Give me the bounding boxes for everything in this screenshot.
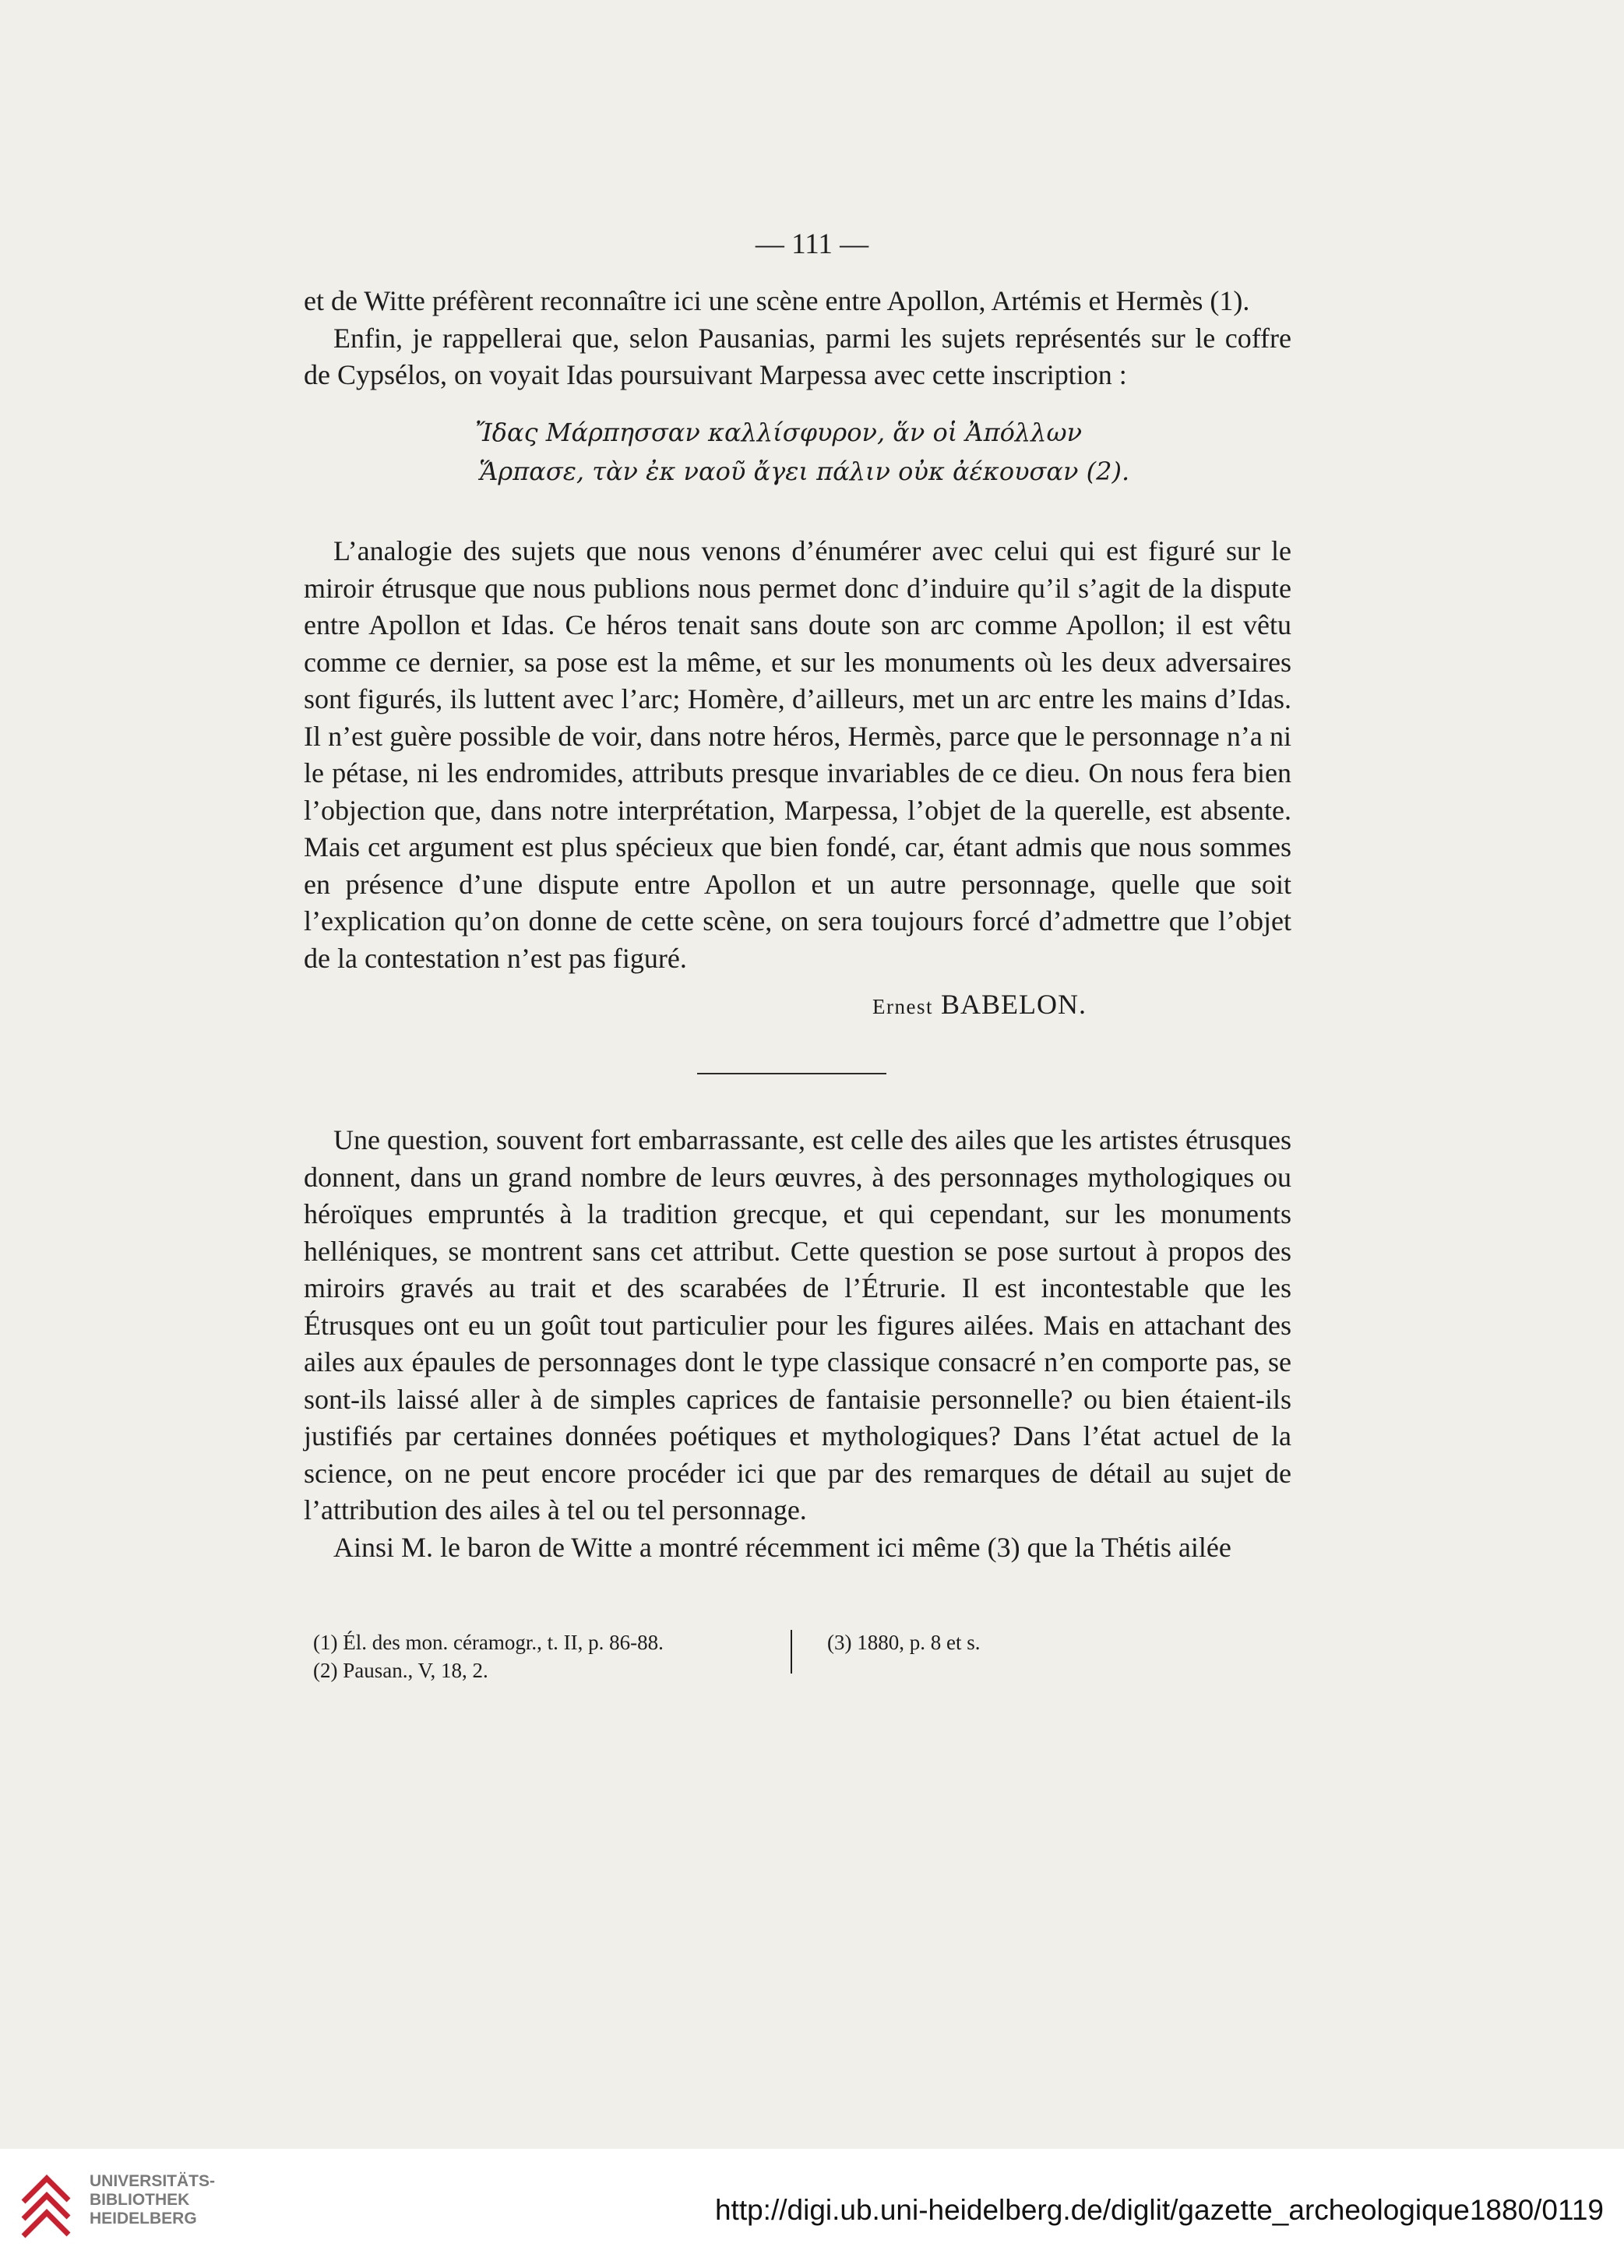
footnote-2: (2) Pausan., V, 18, 2. [313, 1659, 488, 1682]
paragraph-4-text: Ainsi M. le baron de Witte a montré récemment ici même (3) que la Thétis ailée [333, 1531, 1231, 1563]
library-name-line-3: HEIDELBERG [90, 2210, 197, 2227]
paragraph-1-body: Enfin, je rappellerai que, selon Pausanias, parmi les sujets représentés sur le coffre de Cypsélos, on voyait Idas poursuivant Marpessa avec cette inscription : [304, 322, 1291, 390]
paragraph-3-text: Une question, souvent fort embarrassante, est celle des ailes que les artistes étrusques donnent, dans un grand nombre de leurs œuvres, à des personnages mythologiques ou héroïques empruntés à la tradition grecque, et qui cependant, sur les monuments helléniques, se montrent sans cet attribut. Cette question se pose surtout à propos des miroirs gravés au trait et des scarabées de l’Étrurie. Il est incontestable que les Étrusques ont eu un goût tout particulier pour les figures ailées. Mais en attachant des ailes aux épaules de personnages dont le type classique consacré n’en comporte pas, se sont-ils laissé aller à de simples caprices de fantaisie personnelle? ou bien étaient-ils justifiés par certaines données poétiques et mythologiques? Dans l’état actuel de la science, on ne peut encore procéder ici que par des remarques de détail au sujet de l’attribution des ailes à tel ou tel personnage. [304, 1124, 1291, 1526]
library-name [90, 2172, 215, 2228]
greek-verse-line-1: Ἴδας Μάρπησσαν καλλίσφυρον, ἅν οἱ Ἀπόλλων [475, 418, 1083, 447]
signature [872, 988, 1087, 1021]
paragraph-1-line-1: et de Witte préfèrent reconnaître ici une scène entre Apollon, Artémis et Hermès (1). [304, 285, 1250, 316]
library-logo-icon [17, 2163, 75, 2250]
signature-first-name: Ernest [872, 995, 933, 1018]
library-name-line-1: UNIVERSITÄTS- [90, 2172, 216, 2190]
paragraph-3 [304, 1122, 1291, 1566]
footnote-column-divider [791, 1630, 792, 1674]
paragraph-2-text: L’analogie des sujets que nous venons d’énumérer avec celui qui est figuré sur le miroir étrusque que nous publions nous permet donc d’induire qu’il s’agit de la dispute entre Apollon et Idas. Ce héros tenait sans doute son arc comme Apollon; il est vêtu comme ce dernier, sa pose est la même, et sur les monuments où les deux adversaires sont figurés, ils luttent avec l’arc; Homère, d’ailleurs, met un arc entre les mains d’Idas. Il n’est guère possible de voir, dans notre héros, Hermès, parce que le personnage n’a ni le pétase, ni les endromides, attributs presque invariables de ce dieu. On nous fera bien l’objection que, dans notre interprétation, Marpessa, l’objet de la querelle, est absente. Mais cet argument est plus spécieux que bien fondé, car, étant admis que nous sommes en présence d’une dispute entre Apollon et un autre personnage, quelle que soit l’explication qu’on donne de cette scène, on sera toujours forcé d’admettre que l’objet de la contestation n’est pas figuré. [304, 535, 1291, 974]
section-divider [697, 1073, 886, 1074]
footnote-1: (1) Él. des mon. céramogr., t. II, p. 86-88. [313, 1631, 664, 1654]
signature-last-name: BABELON. [940, 989, 1087, 1020]
paragraph-1 [304, 283, 1291, 394]
footnote-3: (3) 1880, p. 8 et s. [827, 1631, 981, 1654]
page-number: — 111 — [755, 228, 869, 260]
footer-bar [0, 2149, 1624, 2268]
source-url-link[interactable]: http://digi.ub.uni-heidelberg.de/diglit/gazette_archeologique1880/0119 [714, 2194, 1604, 2226]
paragraph-2 [304, 533, 1291, 977]
library-name-line-2: BIBLIOTHEK [90, 2191, 190, 2209]
greek-verse-line-2: Ἅρπασε, τὰν ἐκ ναοῦ ἄγει πάλιν οὐκ ἀέκουσαν (2). [479, 457, 1130, 486]
